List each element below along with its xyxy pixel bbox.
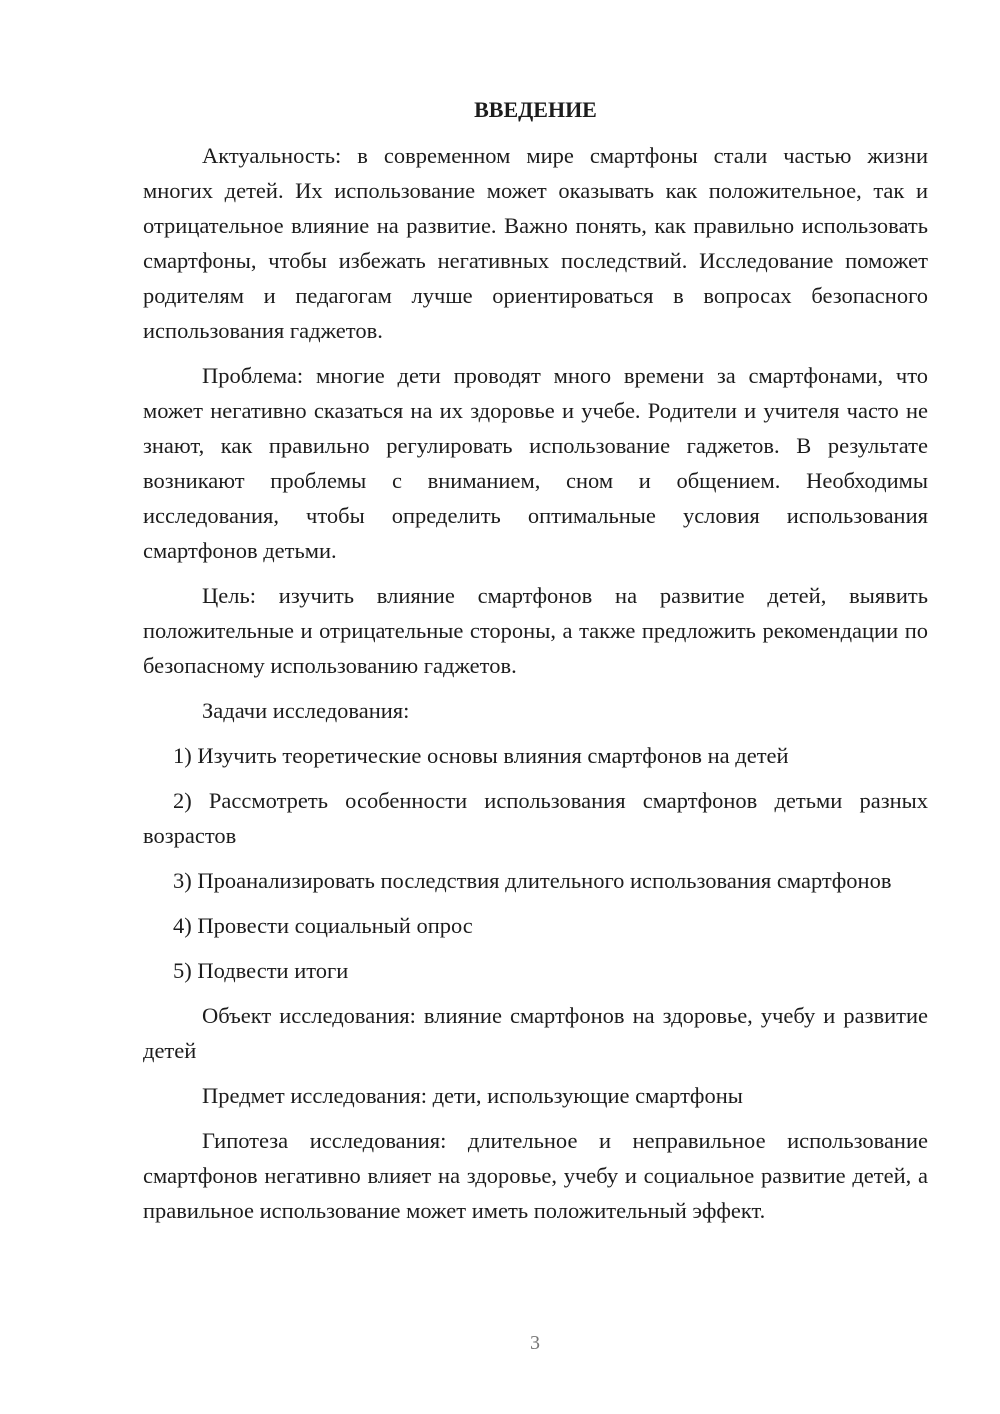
page-title: ВВЕДЕНИЕ: [474, 97, 597, 122]
page-number: 3: [530, 1332, 540, 1354]
subject-paragraph: Предмет исследования: дети, использующие смартфоны: [202, 1083, 743, 1108]
object-paragraph: Объект исследования: влияние смартфонов на здоровье, учебу и развитие детей: [143, 1003, 928, 1063]
goal-paragraph: Цель: изучить влияние смартфонов на развитие детей, выявить положительные и отрицательные стороны, а также предложить рекомендации по безопасному использованию гаджетов.: [143, 583, 928, 678]
task-item-4: 4) Провести социальный опрос: [173, 913, 473, 938]
task-item-1: 1) Изучить теоретические основы влияния смартфонов на детей: [173, 743, 789, 768]
hypothesis-paragraph: Гипотеза исследования: длительное и неправильное использование смартфонов негативно влияет на здоровье, учебу и социальное развитие детей, а правильное использование может иметь положительный эффект.: [143, 1128, 928, 1223]
task-item-2: 2) Рассмотреть особенности использования смартфонов детьми разных возрастов: [143, 788, 928, 848]
task-item-3: 3) Проанализировать последствия длительного использования смартфонов: [173, 868, 892, 893]
page-content: [143, 92, 928, 1238]
tasks-heading: Задачи исследования:: [202, 698, 410, 723]
task-item-5: 5) Подвести итоги: [173, 958, 349, 983]
problem-paragraph: Проблема: многие дети проводят много времени за смартфонами, что может негативно сказаться на их здоровье и учебе. Родители и учителя часто не знают, как правильно регулировать использование гаджетов. В результате возникают проблемы с вниманием, сном и общением. Необходимы исследования, чтобы определить оптимальные условия использования смартфонов детьми.: [143, 363, 928, 563]
relevance-paragraph: Актуальность: в современном мире смартфоны стали частью жизни многих детей. Их использование может оказывать как положительное, так и отрицательное влияние на развитие. Важно понять, как правильно использовать смартфоны, чтобы избежать негативных последствий. Исследование поможет родителям и педагогам лучше ориентироваться в вопросах безопасного использования гаджетов.: [143, 143, 928, 343]
